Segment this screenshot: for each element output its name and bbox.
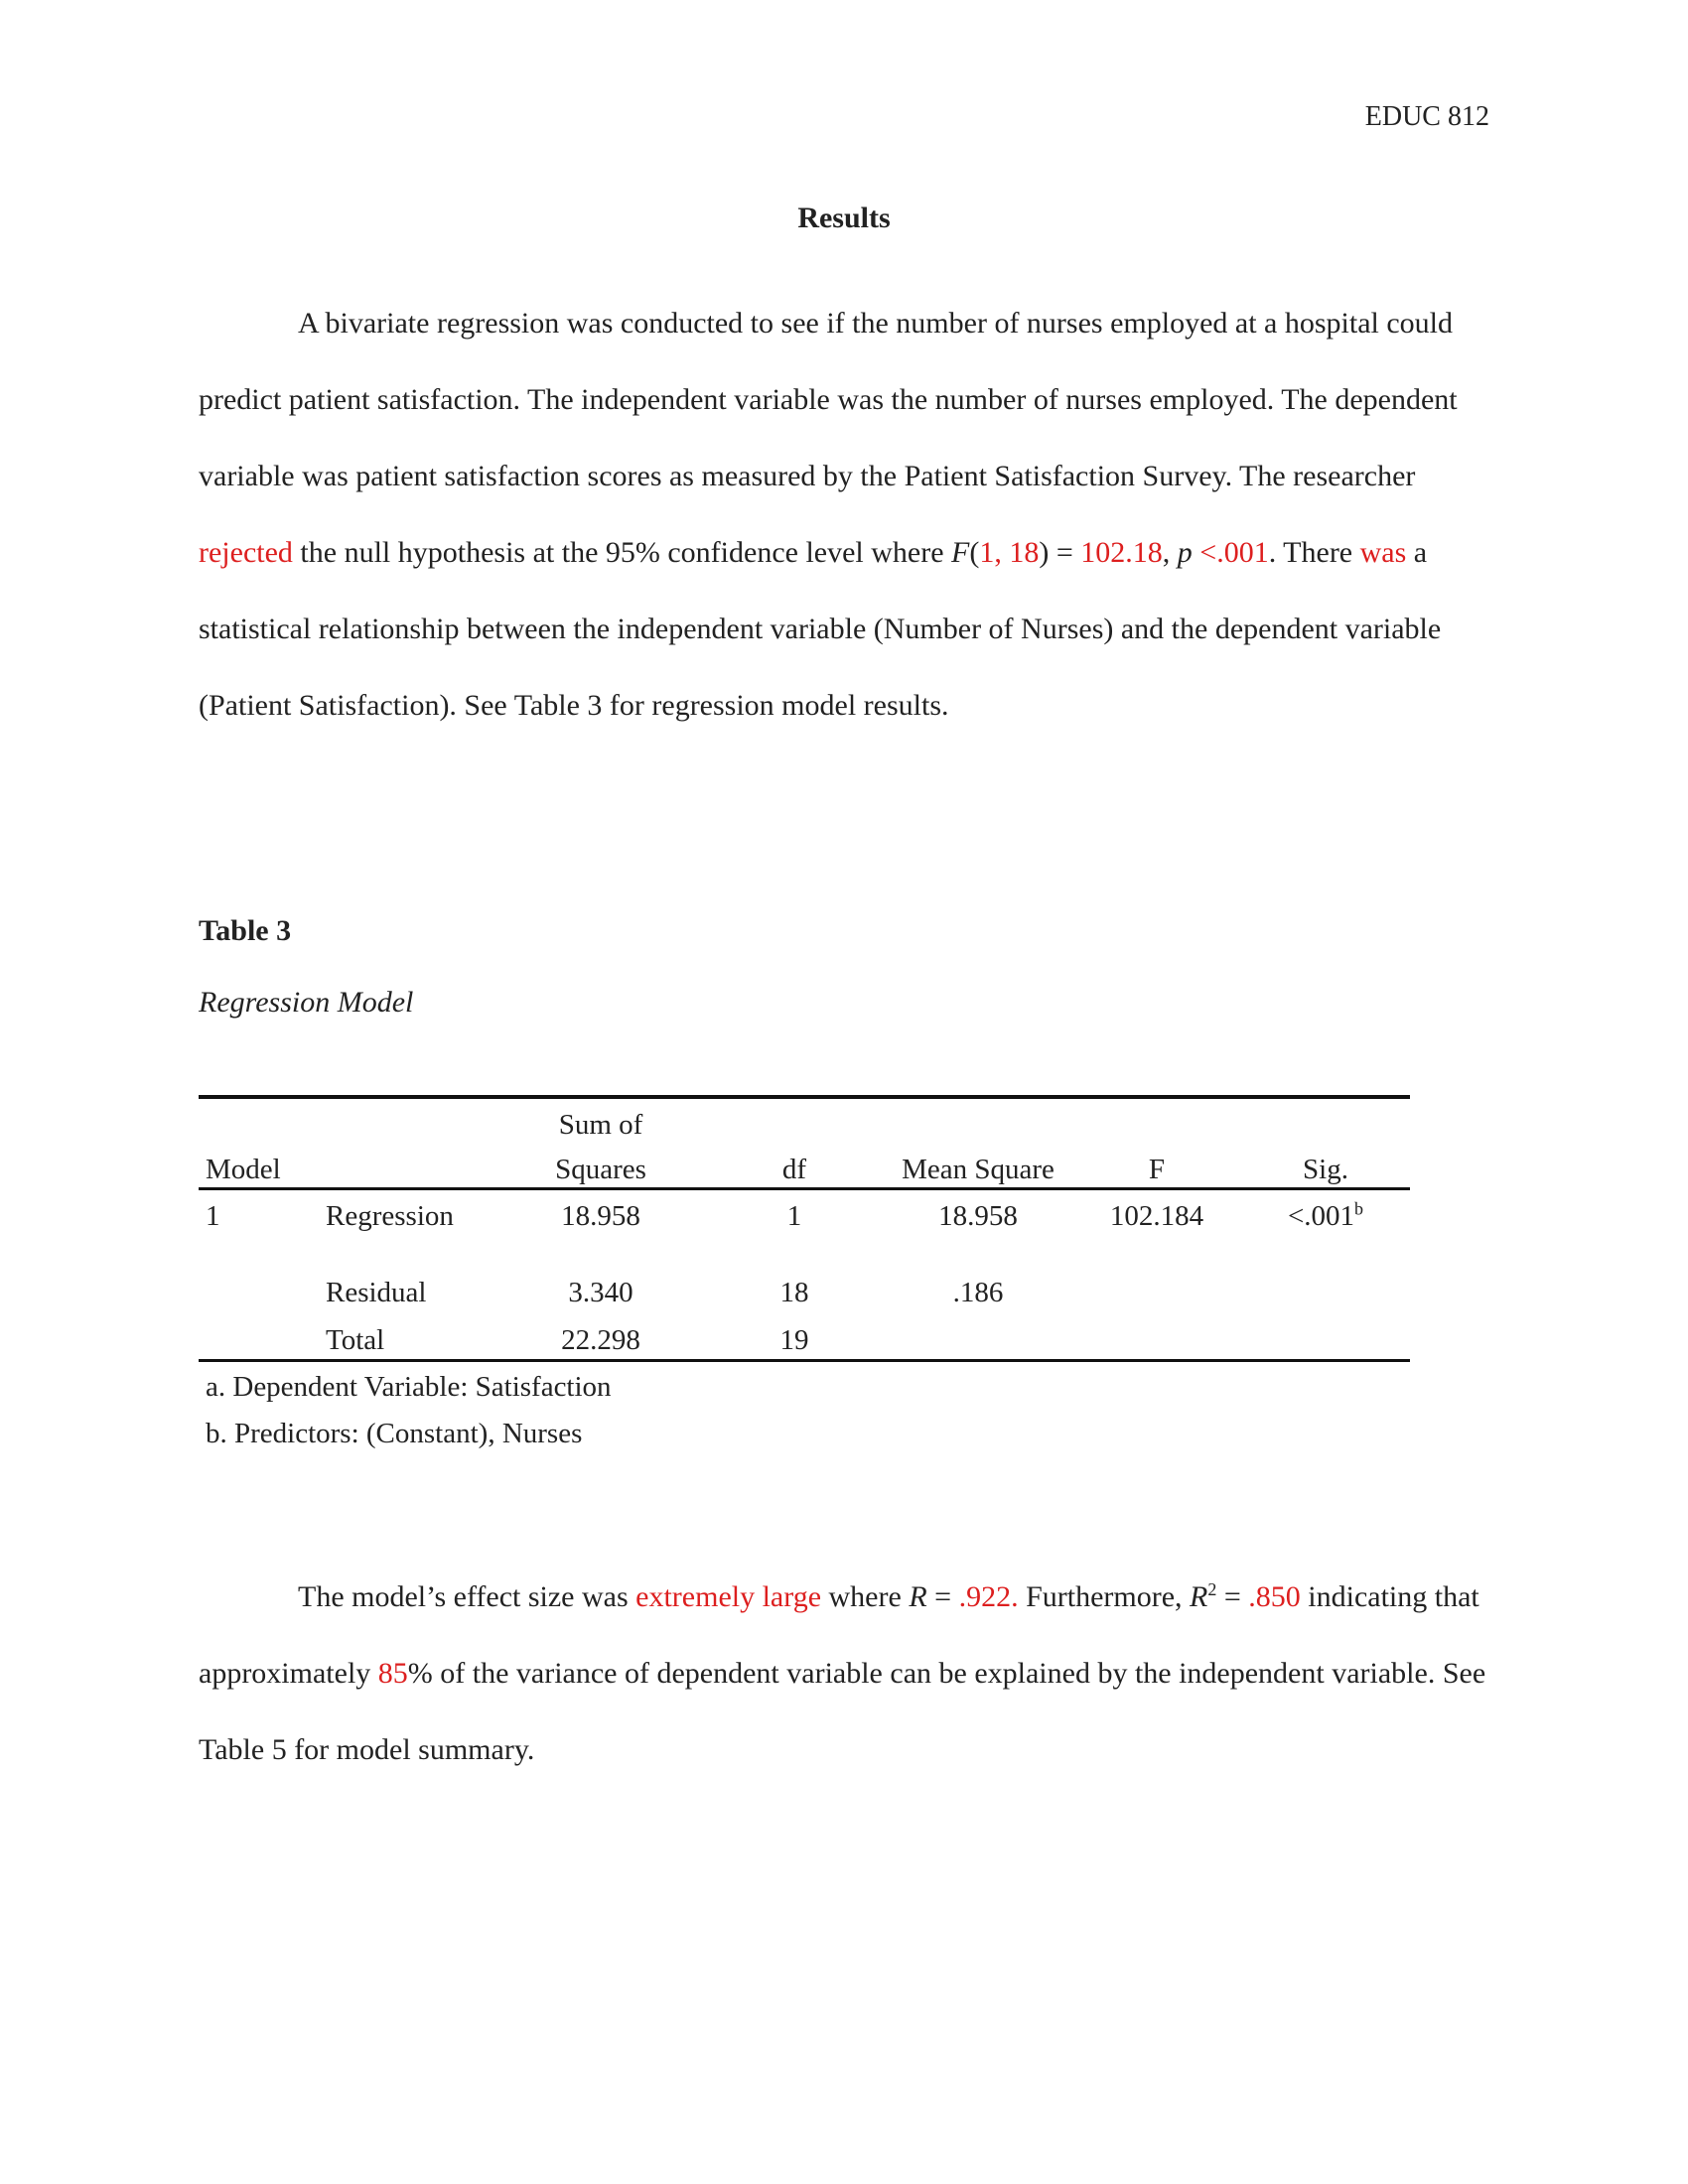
- section-title: Results: [797, 202, 891, 234]
- p2-text-1: The model’s effect size was: [298, 1580, 636, 1613]
- header-df: df: [781, 1154, 807, 1185]
- p2-highlight-r-value: .922.: [958, 1580, 1019, 1613]
- sig-value: <.001: [1287, 1200, 1355, 1232]
- row-residual-source: Residual: [326, 1277, 427, 1308]
- row-regression-model: 1: [206, 1200, 220, 1232]
- p1-text-5: ,: [1162, 536, 1178, 569]
- row-total-df: 19: [779, 1324, 809, 1356]
- row-residual-ms: .186: [952, 1277, 1004, 1308]
- row-regression-ss: 18.958: [561, 1200, 640, 1232]
- row-regression-sig: [1261, 1196, 1390, 1236]
- p1-text-4: ) =: [1039, 536, 1081, 569]
- p1-text-1: A bivariate regression was conducted to see if the number of nurses employed at a hospital could predict patient satisfaction. The independent variable was the number of nurses employed. The dependent variable was patient satisfaction scores as measured by the Patient Satisfaction Survey. The researcher: [199, 307, 1458, 492]
- p1-highlight-p-value: <.001: [1199, 536, 1269, 569]
- row-residual-df: 18: [779, 1277, 809, 1308]
- table-title: Regression Model: [199, 986, 414, 1019]
- p1-text-7: . There: [1268, 536, 1360, 569]
- table-note-b: b. Predictors: (Constant), Nurses: [206, 1418, 583, 1449]
- row-regression-f: 102.184: [1109, 1200, 1204, 1232]
- row-residual-ss: 3.340: [568, 1277, 633, 1308]
- r-squared-exponent: 2: [1207, 1579, 1217, 1599]
- header-sum-of-squares-line1: Sum of: [558, 1109, 643, 1141]
- row-total-source: Total: [326, 1324, 385, 1356]
- p1-text-8: a statistical relationship between the independent variable (Number of Nurses) and the dependent variable (Patient Satisfaction). See Table 3 for regression model results.: [199, 536, 1442, 722]
- p2-text-5: =: [1216, 1580, 1249, 1613]
- row-regression-df: 1: [786, 1200, 802, 1232]
- row-regression-ms: 18.958: [938, 1200, 1018, 1232]
- p1-highlight-rejected: rejected: [199, 536, 293, 569]
- p2-text-4: Furthermore,: [1018, 1580, 1191, 1613]
- p2-highlight-r-squared-value: .850: [1248, 1580, 1301, 1613]
- p2-text-3: =: [926, 1580, 959, 1613]
- table-number: Table 3: [199, 914, 292, 947]
- p2-text-2: where: [821, 1580, 910, 1613]
- p2-text-7: % of the variance of dependent variable can be explained by the independent variable. See Table 5 for model summary.: [199, 1657, 1486, 1766]
- header-sig: Sig.: [1303, 1154, 1348, 1185]
- p2-text-6: indicating that approximately: [199, 1580, 1479, 1690]
- header-sum-of-squares-line2: Squares: [555, 1154, 646, 1185]
- p2-highlight-percent: 85: [377, 1657, 408, 1690]
- row-total-ss: 22.298: [561, 1324, 640, 1356]
- sig-footnote-marker: b: [1354, 1198, 1364, 1219]
- header-mean-square: Mean Square: [902, 1154, 1055, 1185]
- p1-highlight-df: 1, 18: [979, 536, 1040, 569]
- table-note-a: a. Dependent Variable: Satisfaction: [206, 1371, 612, 1403]
- running-head: EDUC 812: [1364, 101, 1489, 132]
- p-symbol: p: [1177, 536, 1193, 569]
- p2-highlight-effect-size: extremely large: [635, 1580, 822, 1613]
- header-model: Model: [206, 1154, 281, 1185]
- r-symbol: R: [909, 1580, 927, 1613]
- table-top-rule: [199, 1095, 1410, 1099]
- p1-highlight-was: was: [1359, 536, 1407, 569]
- p1-highlight-f-value: 102.18: [1080, 536, 1163, 569]
- p1-text-2: the null hypothesis at the 95% confidence level where: [292, 536, 952, 569]
- f-symbol: F: [951, 536, 970, 569]
- results-paragraph-2: [199, 1559, 1519, 1788]
- row-regression-source: Regression: [326, 1200, 454, 1232]
- results-paragraph-1: [199, 285, 1509, 744]
- header-f: F: [1148, 1154, 1166, 1185]
- p1-text-3: (: [969, 536, 980, 569]
- r-squared-symbol: R: [1190, 1580, 1208, 1613]
